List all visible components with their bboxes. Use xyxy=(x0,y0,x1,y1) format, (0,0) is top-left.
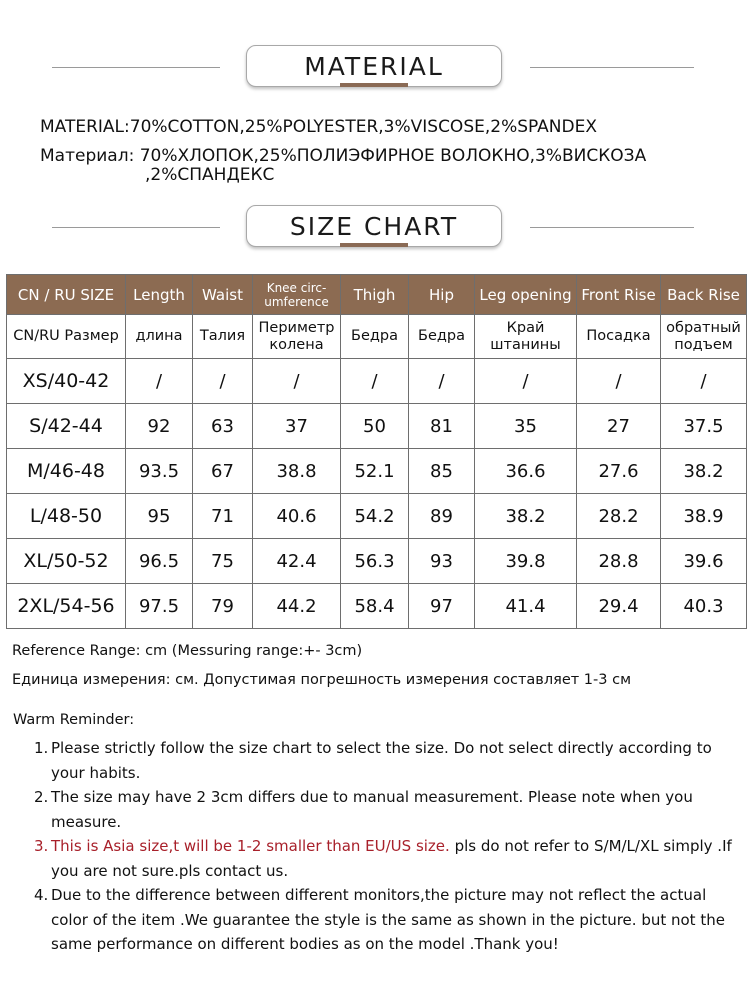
header-ru-cell: Посадка xyxy=(577,315,661,359)
table-cell: 71 xyxy=(193,494,253,539)
reminder-text: The size may have 2 3cm differs due to manual measurement. Please note when you measure. xyxy=(51,788,693,831)
material-ru-value-line1: 70%ХЛОПОК,25%ПОЛИЭФИРНОЕ ВОЛОКНО,3%ВИСКОЗА xyxy=(139,146,647,166)
reference-range-en: Reference Range: cm (Messuring range:+- 3cm) xyxy=(12,643,363,659)
reminder-text xyxy=(51,834,746,883)
size-cell: XS/40-42 xyxy=(7,359,126,404)
material-ru xyxy=(40,145,646,167)
table-cell: 44.2 xyxy=(253,584,341,629)
header-cell: Leg opening xyxy=(475,275,577,315)
size-cell: L/48-50 xyxy=(7,494,126,539)
header-row-en xyxy=(7,275,747,315)
header-cell: Back Rise xyxy=(661,275,747,315)
table-cell: 93 xyxy=(409,539,475,584)
header-ru-cell: Талия xyxy=(193,315,253,359)
header-row-ru xyxy=(7,315,747,359)
header-cell: CN / RU SIZE xyxy=(7,275,126,315)
size-cell: 2XL/54-56 xyxy=(7,584,126,629)
size-cell: XL/50-52 xyxy=(7,539,126,584)
table-row xyxy=(7,359,747,404)
reference-range-ru: Единица измерения: см. Допустимая погрешность измерения составляет 1-3 см xyxy=(12,672,632,688)
table-row xyxy=(7,539,747,584)
divider-right xyxy=(530,67,694,68)
reminder-list xyxy=(34,736,746,957)
table-cell: 93.5 xyxy=(126,449,193,494)
table-cell: / xyxy=(253,359,341,404)
reminder-number: 2. xyxy=(34,788,49,806)
table-cell: 39.8 xyxy=(475,539,577,584)
table-cell: / xyxy=(475,359,577,404)
header-cell: Hip xyxy=(409,275,475,315)
header-cell: Thigh xyxy=(341,275,409,315)
table-cell: 38.9 xyxy=(661,494,747,539)
header-ru-cell: CN/RU Размер xyxy=(7,315,126,359)
material-ru-line2 xyxy=(145,164,274,186)
table-cell: 50 xyxy=(341,404,409,449)
reminder-item xyxy=(34,834,746,883)
heading-accent-bar xyxy=(340,83,408,87)
divider-left xyxy=(52,227,220,228)
table-cell: 38.2 xyxy=(475,494,577,539)
table-cell: 37 xyxy=(253,404,341,449)
material-heading-text: MATERIAL xyxy=(304,52,444,81)
table-cell: 96.5 xyxy=(126,539,193,584)
table-cell: 38.2 xyxy=(661,449,747,494)
material-en xyxy=(40,116,597,138)
reminder-text-rest: pls do not refer to S/M/L/XL simply .If you are not sure.pls contact us. xyxy=(51,837,732,880)
material-heading xyxy=(246,45,502,87)
table-cell: 35 xyxy=(475,404,577,449)
table-cell: 56.3 xyxy=(341,539,409,584)
table-row xyxy=(7,404,747,449)
size-chart-table xyxy=(6,274,747,629)
table-cell: 40.3 xyxy=(661,584,747,629)
table-cell: 28.8 xyxy=(577,539,661,584)
table-cell: 67 xyxy=(193,449,253,494)
material-ru-label: Материал: xyxy=(40,146,135,166)
table-cell: 28.2 xyxy=(577,494,661,539)
reminder-number: 1. xyxy=(34,739,49,757)
reminder-text: Please strictly follow the size chart to select the size. Do not select directly according to your habits. xyxy=(51,739,712,782)
table-cell: 97.5 xyxy=(126,584,193,629)
reminder-number: 4. xyxy=(34,886,49,904)
header-ru-cell: Бедра xyxy=(341,315,409,359)
header-ru-cell: обратный подъем xyxy=(661,315,747,359)
header-cell: Length xyxy=(126,275,193,315)
table-cell: 58.4 xyxy=(341,584,409,629)
reminder-item xyxy=(34,785,746,834)
table-cell: 39.6 xyxy=(661,539,747,584)
table-cell: 63 xyxy=(193,404,253,449)
header-cell: Front Rise xyxy=(577,275,661,315)
table-cell: / xyxy=(126,359,193,404)
size-cell: S/42-44 xyxy=(7,404,126,449)
reminder-warning-text: This is Asia size,t will be 1-2 smaller than EU/US size. xyxy=(51,837,450,855)
table-cell: 42.4 xyxy=(253,539,341,584)
table-cell: 36.6 xyxy=(475,449,577,494)
size-cell: M/46-48 xyxy=(7,449,126,494)
material-section-header xyxy=(0,45,750,89)
material-en-value: 70%COTTON,25%POLYESTER,3%VISCOSE,2%SPANDEX xyxy=(129,117,597,137)
reminder-title: Warm Reminder: xyxy=(13,712,135,728)
header-ru-cell: длина xyxy=(126,315,193,359)
table-cell: 81 xyxy=(409,404,475,449)
size-chart-section-header xyxy=(0,205,750,249)
size-chart-heading xyxy=(246,205,502,247)
table-cell: 38.8 xyxy=(253,449,341,494)
reminder-item xyxy=(34,736,746,785)
table-cell: 41.4 xyxy=(475,584,577,629)
table-cell: / xyxy=(193,359,253,404)
table-cell: / xyxy=(577,359,661,404)
material-en-label: MATERIAL: xyxy=(40,117,130,137)
table-cell: / xyxy=(341,359,409,404)
size-chart-heading-text: SIZE CHART xyxy=(289,212,459,241)
table-cell: 85 xyxy=(409,449,475,494)
table-cell: / xyxy=(409,359,475,404)
header-ru-cell: Край штанины xyxy=(475,315,577,359)
reminder-number: 3. xyxy=(34,837,49,855)
table-row xyxy=(7,584,747,629)
material-ru-value-line2: ,2%СПАНДЕКС xyxy=(145,165,275,185)
table-cell: 79 xyxy=(193,584,253,629)
table-cell: 29.4 xyxy=(577,584,661,629)
table-cell: 27 xyxy=(577,404,661,449)
table-row xyxy=(7,449,747,494)
table-cell: 95 xyxy=(126,494,193,539)
table-cell: 97 xyxy=(409,584,475,629)
table-cell: 92 xyxy=(126,404,193,449)
heading-accent-bar xyxy=(340,243,408,247)
table-cell: 40.6 xyxy=(253,494,341,539)
table-cell: 37.5 xyxy=(661,404,747,449)
table-cell: 52.1 xyxy=(341,449,409,494)
divider-left xyxy=(52,67,220,68)
reminder-text: Due to the difference between different monitors,the picture may not reflect the actual color of the item .We guarantee the style is the same as shown in the picture. but not the same performance on different bodies as on the model .Thank you! xyxy=(51,886,725,953)
table-cell: / xyxy=(661,359,747,404)
table-cell: 54.2 xyxy=(341,494,409,539)
header-cell: Knee circ-umference xyxy=(253,275,341,315)
header-cell: Waist xyxy=(193,275,253,315)
table-cell: 75 xyxy=(193,539,253,584)
divider-right xyxy=(530,227,694,228)
reminder-item xyxy=(34,883,746,957)
table-row xyxy=(7,494,747,539)
header-ru-cell: Бедра xyxy=(409,315,475,359)
header-ru-cell: Периметр колена xyxy=(253,315,341,359)
table-cell: 27.6 xyxy=(577,449,661,494)
table-cell: 89 xyxy=(409,494,475,539)
